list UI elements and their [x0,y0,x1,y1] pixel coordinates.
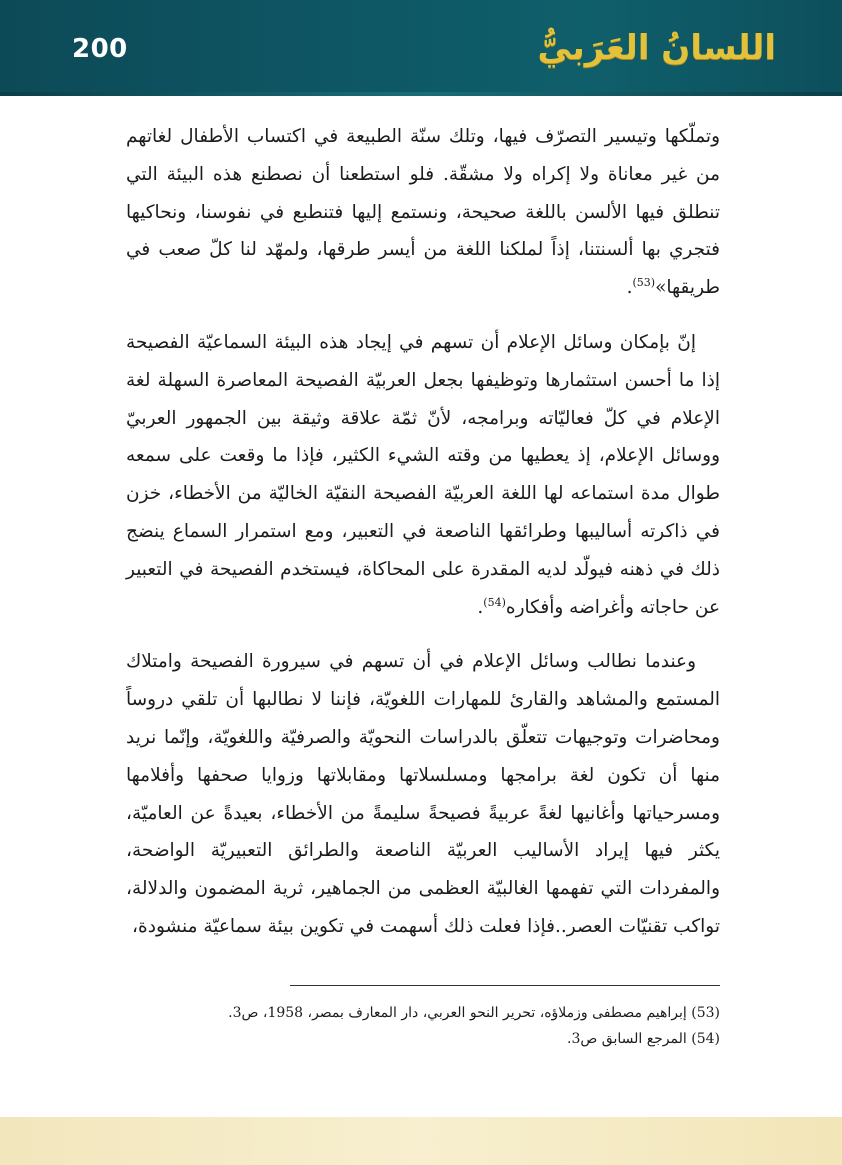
paragraph-3-text: وعندما نطالب وسائل الإعلام في أن تسهم في سيرورة الفصيحة وامتلاك المستمع والمشاهد والقارئ للمهارات اللغويّة، فإننا لا نطالبها أن تلقي دروساً ومحاضرات وتوجيهات تتعلّق بالدراسات النحويّة والصرفيّة واللغويّة، وإنّما نريد منها أن تكون لغة برامجها ومسلسلاتها ومقابلاتها وزوايا صحفها وأفلامها ومسرحياتها وأغانيها لغةً عربيةً فصيحةً سليمةً من الأخطاء، بعيدةً عن العاميّة، يكثر فيها إيراد الأساليب العربيّة الناصعة والطرائق التعبيريّة الواضحة، والمفردات التي تفهمها الغالبيّة العظمى من الجماهير، ثرية المضمون والدلالة، تواكب تقنيّات العصر..فإذا فعلت ذلك أسهمت في تكوين بيئة سماعيّة منشودة، [126,651,720,937]
paragraph-1 [126,118,720,307]
page-header [0,0,842,96]
article-body [126,118,720,963]
paragraph-1-end: . [626,277,633,299]
paragraph-2-end: . [477,596,484,618]
journal-logo: اللسانُ العَرَبيُّ [537,28,776,68]
page-number: 200 [72,34,128,64]
paragraph-2-text: إنّ بإمكان وسائل الإعلام أن تسهم في إيجاد هذه البيئة السماعيّة الفصيحة إذا ما أحسن استثمارها وتوظيفها بجعل العربيّة الفصيحة المعاصرة السهلة لغة الإعلام في كلّ فعاليّاته وبرامجه، لأنّ ثمّة علاقة وثيقة بين الجمهور العربيّ ووسائل الإعلام، إذ يعطيها من وقته الشيء الكثير، فإذا ما وقعت على سمعه طوال مدة استماعه لها اللغة العربيّة الفصيحة النقيّة الخاليّة من الأخطاء، خزن في ذاكرته أساليبها وطرائقها الناصعة في التعبير، ومع استمرار السماع ينضج ذلك في ذهنه فيولّد لديه المقدرة على المحاكاة، فيستخدم الفصيحة في التعبير عن حاجاته وأغراضه وأفكاره [126,331,720,618]
footnote-53: (53) إبراهيم مصطفى وزملاؤه، تحرير النحو العربي، دار المعارف بمصر، 1958، ص3. [228,1005,720,1021]
paragraph-3 [126,643,720,945]
paragraph-1-text: وتملّكها وتيسير التصرّف فيها، وتلك سنّة الطبيعة في اكتساب الأطفال لغاتهم من غير معاناة ولا إكراه ولا مشقّة. فلو استطعنا أن نصطنع هذه البيئة التي تنطلق فيها الألسن باللغة صحيحة، ونستمع إليها فتنطبع في نفوسنا، ونحاكيها فتجري بها ألسنتنا، إذاً لملكنا اللغة من أيسر طرقها، ولمهّد لنا كلّ صعب في طريقها» [126,126,720,299]
paragraph-2 [126,324,720,626]
footnotes [126,1000,720,1052]
footnote-ref-54[interactable]: (54) [483,595,506,609]
footnote-divider [290,985,720,986]
footnote-ref-53[interactable]: (53) [632,276,656,290]
footnote-54: (54) المرجع السابق ص3. [567,1031,720,1047]
page-footer-band [0,1117,842,1165]
